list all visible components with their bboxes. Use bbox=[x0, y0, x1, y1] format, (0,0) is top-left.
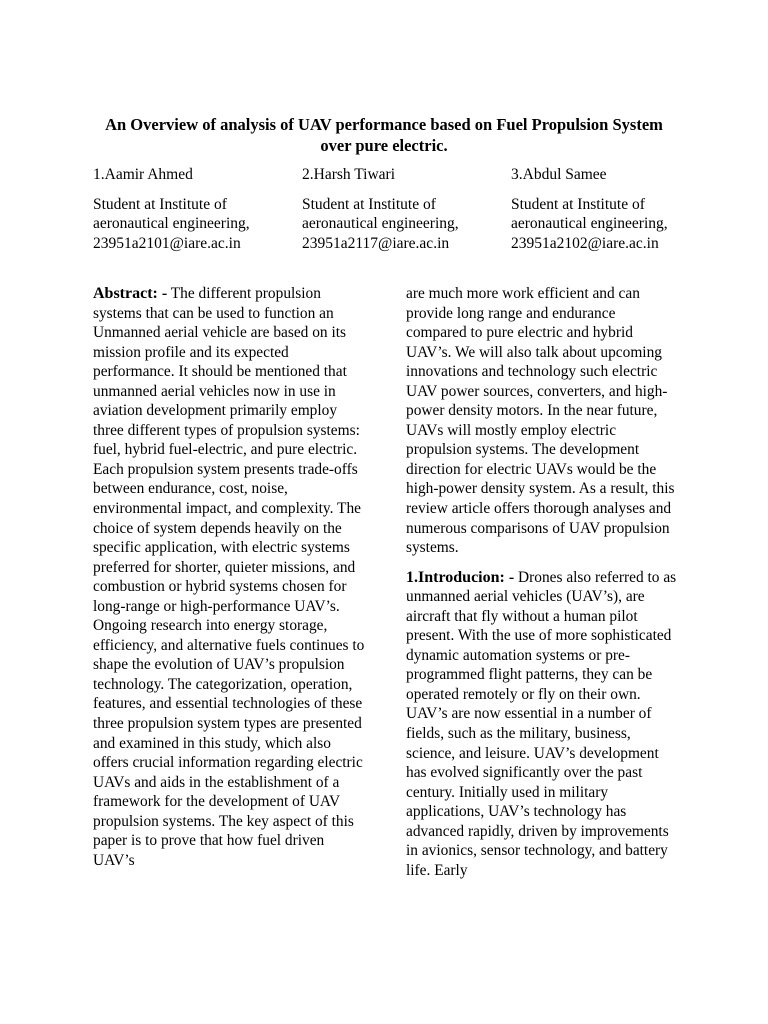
right-column bbox=[406, 284, 678, 880]
abstract-heading: Abstract: - bbox=[93, 285, 168, 302]
author-name: 1.Aamir Ahmed bbox=[93, 166, 193, 183]
author-email: 23951a2117@iare.ac.in bbox=[302, 234, 450, 252]
author-block-3 bbox=[511, 165, 711, 253]
author-affiliation: Student at Institute of aeronautical engineering, bbox=[93, 195, 250, 232]
abstract-continuation: are much more work efficient and can provide long range and endurance compared to pure electric and hybrid UAV’s. We will also talk about upcoming innovations and technology such electric UAV power sources, converters, and high-power density motors. In the near future, UAVs will mostly employ electric propulsion systems. The development direction for electric UAVs would be the high-power density system. As a result, this review article offers thorough analyses and numerous comparisons of UAV propulsion systems. bbox=[406, 285, 675, 557]
author-email: 23951a2102@iare.ac.in bbox=[511, 234, 659, 252]
author-name: 2.Harsh Tiwari bbox=[302, 166, 396, 183]
author-block-1 bbox=[93, 165, 293, 253]
paper-title: An Overview of analysis of UAV performance based on Fuel Propulsion System over pure electric. bbox=[105, 115, 663, 155]
introduction-heading: 1.Introducion: - bbox=[406, 568, 515, 586]
introduction-text: Drones also referred to as unmanned aerial vehicles (UAV’s), are aircraft that fly without a human pilot present. With the use of more sophisticated dynamic automation systems or pre-programmed flight patterns, they can be operated remotely or fly on their own. UAV’s are now essential in a number of fields, such as the military, business, science, and leisure. UAV’s development has evolved significantly over the past century. Initially used in military applications, UAV’s technology has advanced rapidly, driven by improvements in avionics, sensor technology, and battery life. Early bbox=[406, 568, 677, 879]
abstract-text: The different propulsion systems that can be used to function an Unmanned aerial vehicle are based on its mission profile and its expected performance. It should be mentioned that unmanned aerial vehicles now in use in aviation development primarily employ three different types of propulsion systems: fuel, hybrid fuel-electric, and pure electric. Each propulsion system presents trade-offs between endurance, cost, noise, environmental impact, and complexity. The choice of system depends heavily on the specific application, with electric systems preferred for shorter, quieter missions, and combustion or hybrid systems chosen for long-range or high-performance UAV’s. Ongoing research into energy storage, efficiency, and alternative fuels continues to shape the evolution of UAV’s propulsion technology. The categorization, operation, features, and essential technologies of these three propulsion system types are presented and examined in this study, which also offers crucial information regarding electric UAVs and aids in the establishment of a framework for the development of UAV propulsion systems. The key aspect of this paper is to prove that how fuel driven UAV’s bbox=[93, 285, 365, 869]
author-name: 3.Abdul Samee bbox=[511, 166, 607, 183]
abstract-paragraph bbox=[93, 284, 368, 870]
left-column bbox=[93, 284, 368, 870]
author-block-2 bbox=[302, 165, 502, 253]
author-affiliation: Student at Institute of aeronautical engineering, bbox=[302, 195, 459, 232]
author-affiliation: Student at Institute of aeronautical engineering, bbox=[511, 195, 668, 232]
introduction-paragraph bbox=[406, 568, 678, 881]
author-email: 23951a2101@iare.ac.in bbox=[93, 234, 241, 252]
